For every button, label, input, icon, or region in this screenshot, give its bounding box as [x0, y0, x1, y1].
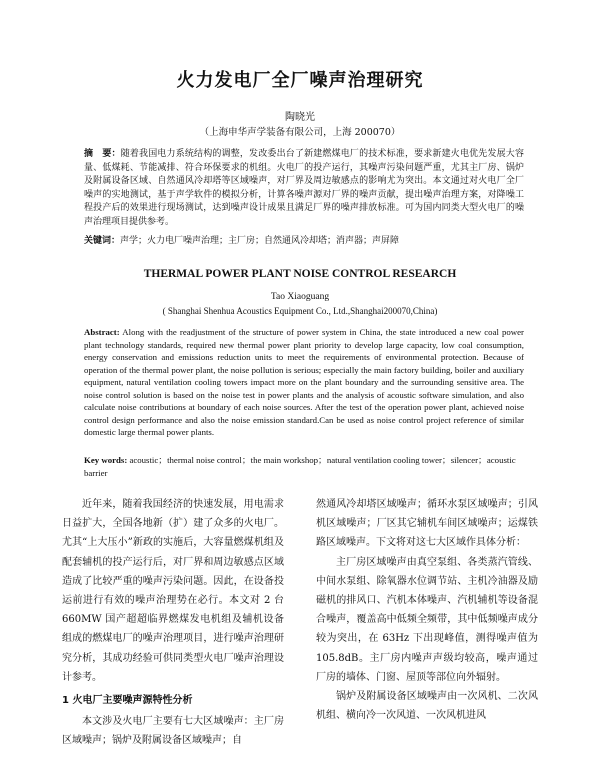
english-keywords-label: Key words: — [84, 455, 128, 465]
chinese-abstract-text: 随着我国电力系统结构的调整，发改委出台了新建燃煤电厂的技术标准，要求新建火电优先发展大容量、低煤耗、节能减排、符合环保要求的机组。火电厂的投产运行，其噪声污染问题严重，尤其主厂房、锅炉及附属设备区域、自然通风冷却塔等区域噪声，对厂界及周边敏感点的影响尤为突出。本文通过对火电厂全厂噪声的实地测试，基于声学软件的模拟分析，计算各噪声源对厂界的噪声贡献，提出噪声治理方案，对降噪工程投产后的效果进行现场测试，达到噪声设计成果且满足厂界的噪声排放标准。可为国内同类大型火电厂的噪声治理项目提供参考。 — [84, 149, 524, 227]
english-affiliation: ( Shanghai Shenhua Acoustics Equipment Co., Ltd.,Shanghai200070,China) — [162, 306, 438, 316]
english-abstract-label: Abstract: — [84, 327, 120, 337]
body-paragraph: 锅炉及附属设备区域噪声由一次风机、二次风机组、横向冷一次风道、一次风机进风 — [316, 691, 538, 722]
chinese-keywords-label: 关键词： — [84, 236, 121, 246]
body-paragraph: 主厂房区域噪声由真空泵组、各类蒸汽管线、中间水泵组、除氧器水位调节站、主机冷油器及励磁机的排风口、汽机本体噪声、汽机辅机等设备混合噪声，覆盖高中低频全频带，其中低频噪声成分较为突出，在 63Hz 下出现峰值，测得噪声值为 105.8dB。主厂房内噪声声级均较高，噪声通过厂房的墙体、门窗、屋顶等部位向外辐射。 — [316, 556, 538, 683]
body-left-column — [62, 495, 284, 750]
english-title: THERMAL POWER PLANT NOISE CONTROL RESEARCH — [143, 268, 457, 280]
section-heading: 1 火电厂主要噪声源特性分析 — [62, 695, 193, 707]
chinese-keywords-text: 声学；火力电厂噪声治理；主厂房；自然通风冷却塔；消声器；声屏障 — [120, 236, 400, 246]
english-abstract-text: Along with the readjustment of the structure of power system in China, the state introduced a new coal power plant technology standards, required new thermal power plant priority to develop large capacity, low coal consumption, energy conservation and emissions reduction units to meet the requirements of environmental protection. Because of operation of the thermal power plant, the noise pollution is serious; especially the main factory building, boiler and auxiliary equipment, natural ventilation cooling towers impact more on the plant boundary and the surrounding sensitive area. The noise control solution is based on the noise test in power plants and the analysis of acoustic software simulation, and also calculate noise contributions at boundary of each noise sources. After the test of the operation power plant, achieved noise control design performance and also the noise emission standard.Can be used as noise control project reference of similar domestic large thermal power plants. — [84, 327, 524, 437]
english-keywords — [84, 454, 524, 479]
body-paragraph: 然通风冷却塔区域噪声；循环水泵区域噪声；引风机区域噪声；厂区其它辅机车间区域噪声；运煤铁路区域噪声。下文将对这七大区域作具体分析： — [316, 499, 538, 549]
chinese-keywords — [84, 235, 524, 248]
chinese-affiliation: （上海申华声学装备有限公司，上海 200070） — [199, 127, 401, 138]
english-abstract — [84, 326, 524, 439]
english-keywords-text: acoustic；thermal noise control；the main workshop；natural ventilation cooling tower；silencer；acoustic barrier — [84, 455, 516, 478]
english-author: Tao Xiaoguang — [270, 292, 330, 302]
chinese-abstract-label: 摘 要： — [84, 149, 121, 159]
body-paragraph: 本文涉及火电厂主要有七大区域噪声：主厂房区域噪声；锅炉及附属设备区域噪声；自 — [62, 716, 284, 747]
chinese-author: 陶晓光 — [285, 112, 315, 123]
chinese-title: 火力发电厂全厂噪声治理研究 — [176, 70, 424, 91]
body-paragraph: 近年来，随着我国经济的快速发展，用电需求日益扩大，全国各地新（扩）建了众多的火电厂。尤其“上大压小”新政的实施后，大容量燃煤机组及配套辅机的投产运行后，对厂界和周边敏感点区域造成了比较严重的噪声污染问题。因此，在设备投运前进行有效的噪声治理势在必行。本文对 2 台 660MW 国产超超临界燃煤发电机组及辅机设备组成的燃煤电厂的噪声治理项目，进行噪声治理研究分析，其成功经验可供同类型火电厂噪声治理设计参考。 — [62, 499, 284, 683]
chinese-abstract — [84, 148, 524, 229]
body-right-column — [316, 495, 538, 725]
